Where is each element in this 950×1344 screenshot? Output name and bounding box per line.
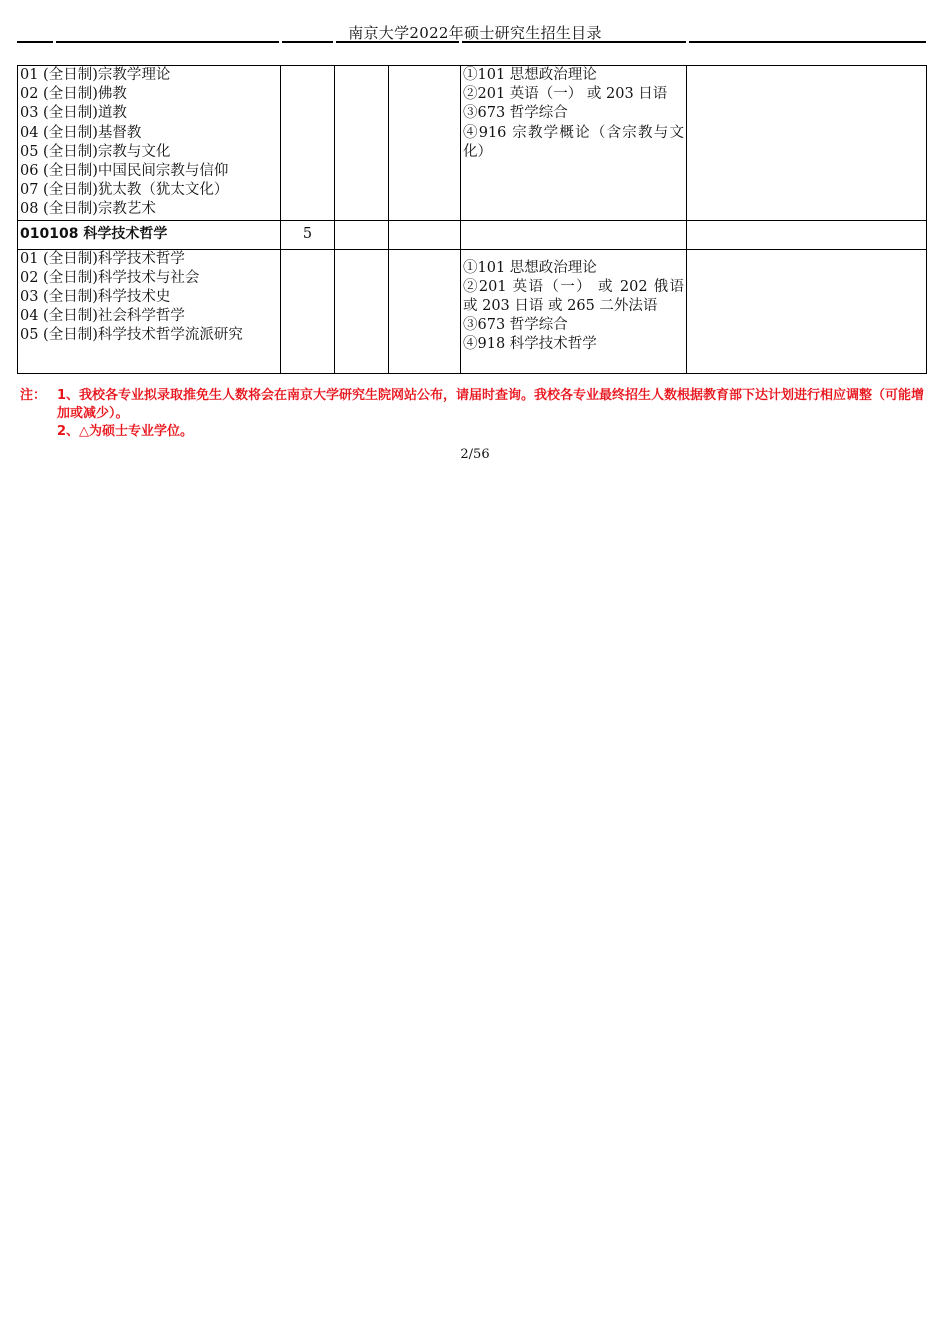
plan-count-cell bbox=[281, 249, 335, 373]
research-direction: 03 (全日制)道教 bbox=[20, 105, 127, 122]
research-direction: 04 (全日制)社会科学哲学 bbox=[20, 308, 185, 325]
header-rule bbox=[689, 41, 926, 43]
research-direction: 05 (全日制)科学技术哲学流派研究 bbox=[20, 327, 243, 344]
catalog-table bbox=[17, 65, 927, 374]
remarks-cell bbox=[687, 249, 927, 373]
exam-subject: ②201 英语（一） 或 202 俄语 或 203 日语 或 265 二外法语 bbox=[463, 278, 684, 315]
page-number: 2/56 bbox=[460, 447, 490, 462]
exam-subject: ④916 宗教学概论（含宗教与文化） bbox=[463, 124, 684, 160]
major-name: 010108 科学技术哲学 bbox=[18, 220, 281, 249]
plan-count: 5 bbox=[281, 220, 335, 249]
research-direction: 06 (全日制)中国民间宗教与信仰 bbox=[20, 163, 229, 180]
header-rule bbox=[17, 41, 53, 43]
exam-subject: ④918 科学技术哲学 bbox=[463, 336, 597, 353]
research-direction: 07 (全日制)犹太教（犹太文化） bbox=[20, 182, 229, 199]
research-direction: 04 (全日制)基督教 bbox=[20, 124, 142, 141]
header-rule bbox=[336, 41, 459, 43]
table-row bbox=[18, 220, 927, 249]
exam-subject: ③673 哲学综合 bbox=[463, 105, 568, 122]
research-direction: 02 (全日制)佛教 bbox=[20, 86, 127, 103]
exam-subject: ①101 思想政治理论 bbox=[463, 259, 597, 276]
header-rule bbox=[56, 41, 279, 43]
note-item: 2、△为硕士专业学位。 bbox=[57, 424, 194, 439]
empty-cell bbox=[335, 66, 389, 221]
research-direction: 01 (全日制)宗教学理论 bbox=[20, 67, 171, 83]
research-direction: 01 (全日制)科学技术哲学 bbox=[20, 250, 185, 267]
plan-count-cell bbox=[281, 66, 335, 221]
research-directions-cell bbox=[18, 249, 281, 373]
research-direction: 03 (全日制)科学技术史 bbox=[20, 289, 171, 306]
remarks-cell bbox=[687, 66, 927, 221]
research-direction: 02 (全日制)科学技术与社会 bbox=[20, 269, 200, 286]
exam-subject: ③673 哲学综合 bbox=[463, 317, 568, 334]
page-title: 南京大学2022年硕士研究生招生目录 bbox=[348, 24, 602, 42]
exam-subjects-cell bbox=[461, 66, 687, 221]
notes bbox=[20, 387, 928, 441]
table-row bbox=[18, 249, 927, 373]
empty-cell bbox=[687, 220, 927, 249]
empty-cell bbox=[335, 249, 389, 373]
empty-cell bbox=[461, 220, 687, 249]
research-direction: 05 (全日制)宗教与文化 bbox=[20, 143, 171, 160]
empty-cell bbox=[389, 249, 461, 373]
research-direction: 08 (全日制)宗教艺术 bbox=[20, 201, 156, 218]
table-row bbox=[18, 66, 927, 221]
notes-label: 注： bbox=[20, 388, 47, 403]
note-item: 1、我校各专业拟录取推免生人数将会在南京大学研究生院网站公布，请届时查询。我校各专业最终招生人数根据教育部下达计划进行相应调整（可能增加或减少）。 bbox=[57, 388, 925, 421]
empty-cell bbox=[389, 220, 461, 249]
exam-subject: ②201 英语（一） 或 203 日语 bbox=[463, 86, 668, 103]
header-rule bbox=[462, 41, 686, 43]
empty-cell bbox=[335, 220, 389, 249]
exam-subjects-cell bbox=[461, 249, 687, 373]
exam-subject: ①101 思想政治理论 bbox=[463, 67, 597, 83]
header-rule bbox=[282, 41, 333, 43]
research-directions-cell bbox=[18, 66, 281, 221]
empty-cell bbox=[389, 66, 461, 221]
